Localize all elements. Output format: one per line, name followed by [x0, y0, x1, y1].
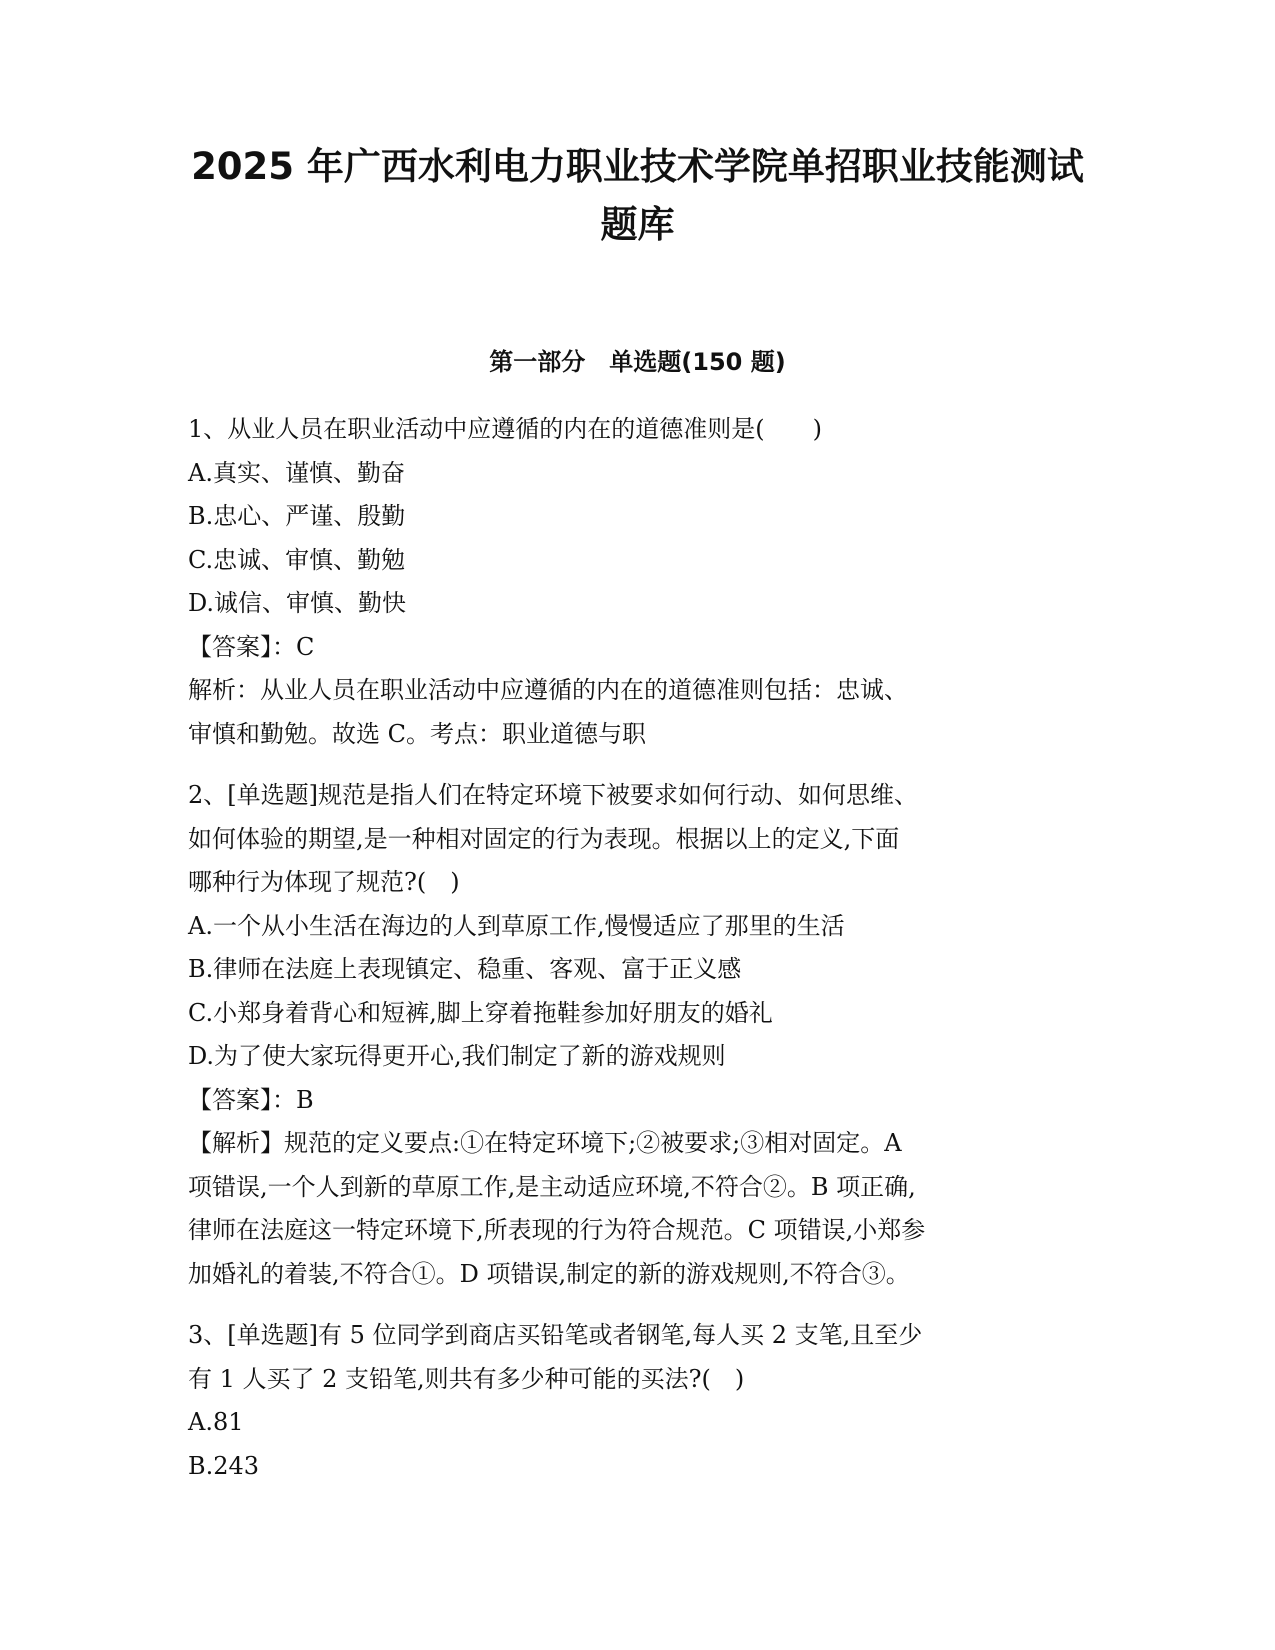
- question-spacer: [188, 756, 1088, 774]
- question-2-option-c: C.小郑身着背心和短裤,脚上穿着拖鞋参加好朋友的婚礼: [188, 998, 773, 1027]
- question-2-stem-line-2: 如何体验的期望,是一种相对固定的行为表现。根据以上的定义,下面: [188, 824, 900, 853]
- question-1-option-d: D.诚信、审慎、勤快: [188, 589, 407, 617]
- question-spacer: [188, 1296, 1088, 1314]
- question-2: [188, 774, 1088, 1296]
- question-2-answer: 【答案】：B: [188, 1085, 314, 1114]
- question-3: [188, 1314, 1088, 1488]
- question-2-analysis-line-1: 【解析】规范的定义要点:①在特定环境下;②被要求;③相对固定。A: [188, 1129, 902, 1157]
- question-list: [188, 408, 1088, 1488]
- question-2-option-b: B.律师在法庭上表现镇定、稳重、客观、富于正义感: [188, 955, 742, 983]
- question-2-option-a: A.一个从小生活在海边的人到草原工作,慢慢适应了那里的生活: [188, 911, 845, 940]
- question-1-answer: 【答案】：C: [188, 632, 315, 661]
- question-3-stem-line-1: 3、[单选题]有 5 位同学到商店买铅笔或者钢笔,每人买 2 支笔,且至少: [188, 1321, 923, 1349]
- question-1-analysis-line-1: 解析：从业人员在职业活动中应遵循的内在的道德准则包括：忠诚、: [188, 676, 908, 704]
- question-3-stem-line-2: 有 1 人买了 2 支铅笔,则共有多少种可能的买法?( ): [188, 1364, 745, 1393]
- question-1-option-a: A.真实、谨慎、勤奋: [188, 458, 405, 487]
- question-2-option-d: D.为了使大家玩得更开心,我们制定了新的游戏规则: [188, 1042, 726, 1070]
- title-line-1: 2025 年广西水利电力职业技术学院单招职业技能测试: [191, 145, 1084, 188]
- question-3-option-b: B.243: [188, 1451, 260, 1480]
- question-2-analysis-line-3: 律师在法庭这一特定环境下,所表现的行为符合规范。C 项错误,小郑参: [188, 1216, 926, 1244]
- question-1-option-b: B.忠心、严谨、殷勤: [188, 502, 406, 530]
- question-2-stem-line-3: 哪种行为体现了规范?( ): [188, 868, 460, 896]
- question-1-stem: 1、从业人员在职业活动中应遵循的内在的道德准则是( ): [188, 415, 822, 443]
- question-3-option-a: A.81: [188, 1408, 244, 1436]
- section-heading: 第一部分 单选题(150 题): [489, 348, 786, 376]
- question-1: [188, 408, 1088, 756]
- question-2-stem-line-1: 2、[单选题]规范是指人们在特定环境下被要求如何行动、如何思维、: [188, 781, 918, 809]
- document-title: [0, 138, 1275, 254]
- question-1-option-c: C.忠诚、审慎、勤勉: [188, 545, 406, 574]
- title-line-2: 题库: [600, 203, 675, 246]
- question-2-analysis-line-2: 项错误,一个人到新的草原工作,是主动适应环境,不符合②。B 项正确,: [188, 1172, 916, 1201]
- question-1-analysis-line-2: 审慎和勤勉。故选 C。考点：职业道德与职: [188, 719, 646, 748]
- question-2-analysis-line-4: 加婚礼的着装,不符合①。D 项错误,制定的新的游戏规则,不符合③。: [188, 1259, 910, 1288]
